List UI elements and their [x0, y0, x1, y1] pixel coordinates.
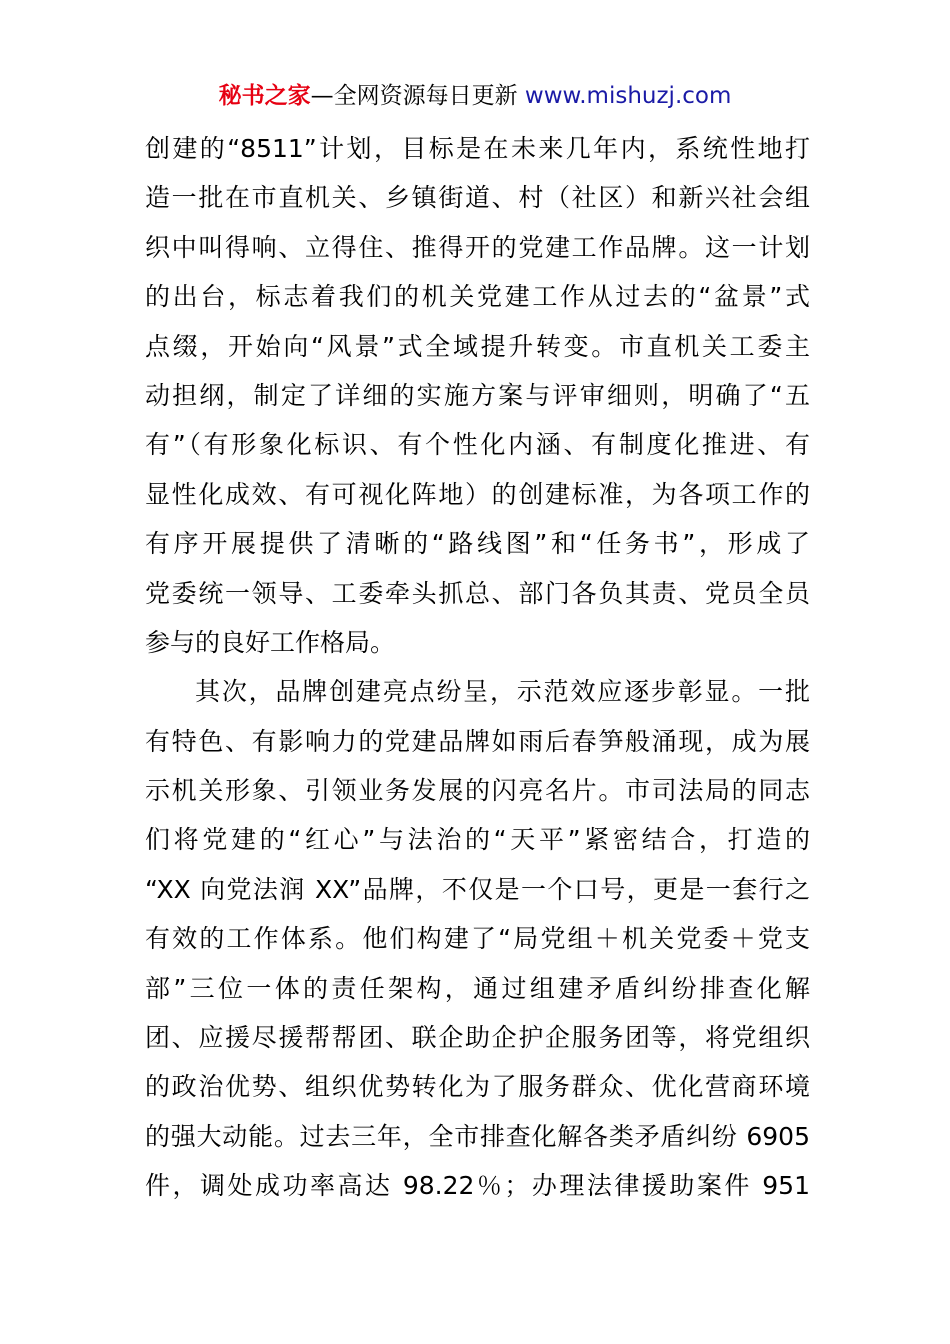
- text-line: 们将党建的“红心”与法治的“天平”紧密结合，打造的: [145, 825, 810, 855]
- text-line: 部”三位一体的责任架构，通过组建矛盾纠纷排查化解: [145, 973, 810, 1003]
- site-tagline: —全网资源每日更新: [310, 83, 518, 109]
- text-line: 显性化成效、有可视化阵地）的创建标准，为各项工作的: [145, 479, 810, 509]
- text-line: 织中叫得响、立得住、推得开的党建工作品牌。这一计划: [145, 232, 810, 262]
- text-line: 示机关形象、引领业务发展的闪亮名片。市司法局的同志: [145, 776, 810, 806]
- text-line: 创建的“8511”计划，目标是在未来几年内，系统性地打: [145, 134, 810, 163]
- paragraph-1: [145, 124, 810, 667]
- site-header: [0, 80, 950, 112]
- text-line: 有”（有形象化标识、有个性化内涵、有制度化推进、有: [145, 430, 810, 460]
- text-line: 的政治优势、组织优势转化为了服务群众、优化营商环境: [145, 1072, 810, 1102]
- text-line: “XX 向党法润 XX”品牌，不仅是一个口号，更是一套行之: [145, 874, 810, 904]
- text-line: 有特色、有影响力的党建品牌如雨后春笋般涌现，成为展: [145, 726, 810, 756]
- text-line: 参与的良好工作格局。: [145, 627, 396, 657]
- text-line: 有效的工作体系。他们构建了“局党组＋机关党委＋党支: [145, 924, 810, 954]
- text-line: 的出台，标志着我们的机关党建工作从过去的“盆景”式: [145, 282, 810, 312]
- site-url[interactable]: www.mishuzj.com: [524, 83, 732, 109]
- text-line: 造一批在市直机关、乡镇街道、村（社区）和新兴社会组: [145, 183, 810, 213]
- paragraph-2: [145, 667, 810, 1210]
- text-line: 有序开展提供了清晰的“路线图”和“任务书”，形成了: [145, 529, 810, 559]
- text-line: 件，调处成功率高达 98.22％；办理法律援助案件 951: [145, 1171, 810, 1201]
- document-body: [145, 124, 810, 1211]
- site-brand: 秘书之家: [218, 83, 311, 109]
- text-line: 其次，品牌创建亮点纷呈，示范效应逐步彰显。一批: [195, 677, 810, 707]
- text-line: 的强大动能。过去三年，全市排查化解各类矛盾纠纷 6905: [145, 1121, 810, 1151]
- text-line: 团、应援尽援帮帮团、联企助企护企服务团等，将党组织: [145, 1023, 810, 1053]
- text-line: 动担纲，制定了详细的实施方案与评审细则，明确了“五: [145, 380, 810, 410]
- text-line: 点缀，开始向“风景”式全域提升转变。市直机关工委主: [145, 331, 810, 361]
- text-line: 党委统一领导、工委牵头抓总、部门各负其责、党员全员: [145, 578, 810, 608]
